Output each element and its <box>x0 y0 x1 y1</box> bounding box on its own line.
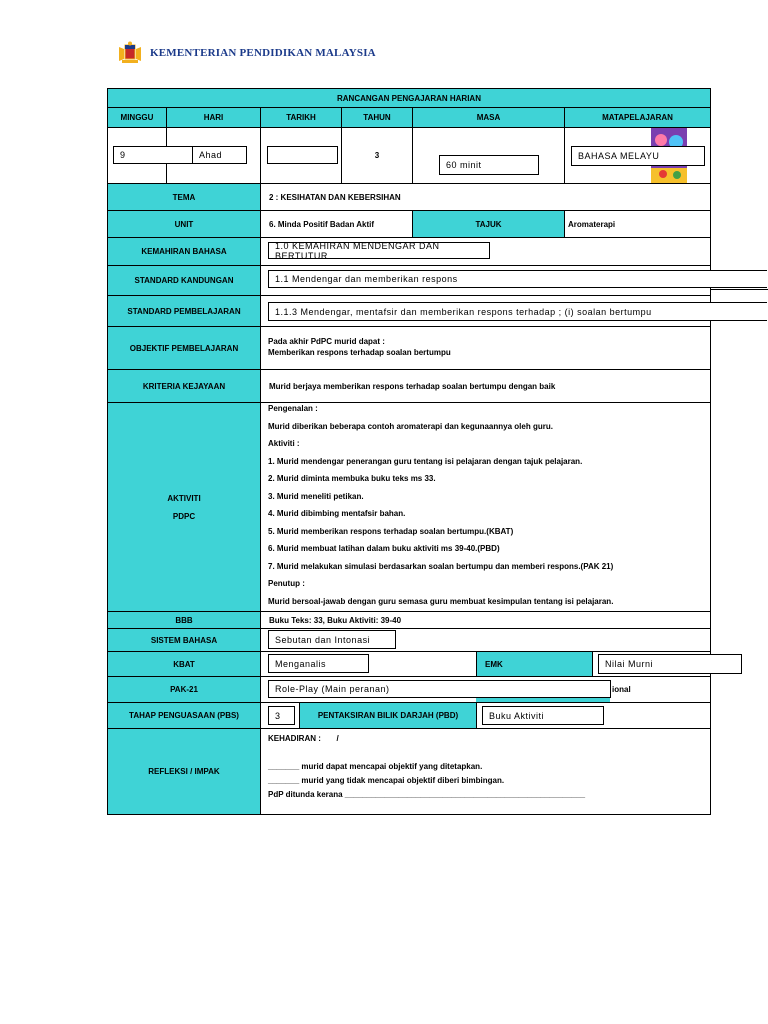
col-hari: HARI <box>166 107 261 128</box>
objektif-line-2: Memberikan respons terhadap soalan bertumpu <box>268 348 451 357</box>
objektif-label: OBJEKTIF PEMBELAJARAN <box>107 326 261 370</box>
sk-overflow-line <box>711 289 768 290</box>
sistem-label: SISTEM BAHASA <box>107 628 261 652</box>
col-masa: MASA <box>412 107 565 128</box>
minggu-field[interactable]: 9 <box>113 146 193 164</box>
kbat-field[interactable]: Menganalis <box>268 654 369 673</box>
pak-label: PAK-21 <box>107 676 261 703</box>
pak-field[interactable]: Role-Play (Main peranan) <box>268 680 611 698</box>
refleksi-line-1: _______ murid dapat mencapai objektif yang ditetapkan. <box>268 762 483 771</box>
aktiviti-line: 3. Murid meneliti petikan. <box>268 491 364 501</box>
hari-field[interactable]: Ahad <box>192 146 247 164</box>
refleksi-label: REFLEKSI / IMPAK <box>107 728 261 815</box>
tahun-value: 3 <box>374 150 380 160</box>
aktiviti-line: 5. Murid memberikan respons terhadap soalan bertumpu.(KBAT) <box>268 526 514 536</box>
col-matapelajaran: MATAPELAJARAN <box>564 107 711 128</box>
kbat-label: KBAT <box>107 651 261 677</box>
refleksi-line-2: _______ murid yang tidak mencapai objektif diberi bimbingan. <box>268 776 505 785</box>
aktiviti-line: 1. Murid mendengar penerangan guru tentang isi pelajaran dengan tajuk pelajaran. <box>268 456 583 466</box>
tahap-label: TAHAP PENGUASAAN (PBS) <box>107 702 261 729</box>
bbb-label: BBB <box>107 611 261 629</box>
tema-value: 2 : KESIHATAN DAN KEBERSIHAN <box>260 183 711 211</box>
pbd-field[interactable]: Buku Aktiviti <box>482 706 604 725</box>
sistem-field[interactable]: Sebutan dan Intonasi <box>268 630 396 649</box>
col-tarikh: TARIKH <box>260 107 342 128</box>
kehadiran-text: KEHADIRAN : / <box>268 734 339 743</box>
matapelajaran-field[interactable]: BAHASA MELAYU <box>571 146 705 166</box>
aktiviti-line: Murid diberikan beberapa contoh aromaterapi dan kegunaannya oleh guru. <box>268 421 553 431</box>
kemahiran-label: KEMAHIRAN BAHASA <box>107 237 261 266</box>
aktiviti-line: 6. Murid membuat latihan dalam buku aktiviti ms 39-40.(PBD) <box>268 544 500 553</box>
unit-value: 6. Minda Positif Badan Aktif <box>260 210 413 238</box>
tajuk-label: TAJUK <box>412 210 565 238</box>
refleksi-line-3: PdP ditunda kerana ______________________________________________________ <box>268 790 586 799</box>
ministry-name: KEMENTERIAN PENDIDIKAN MALAYSIA <box>150 47 376 59</box>
objektif-line-1: Pada akhir PdPC murid dapat : <box>268 337 385 346</box>
col-tahun: TAHUN <box>341 107 413 128</box>
unit-label: UNIT <box>107 210 261 238</box>
aktiviti-line: 4. Murid dibimbing mentafsir bahan. <box>268 509 406 518</box>
malaysia-crest-icon <box>116 41 144 65</box>
emk-field[interactable]: Nilai Murni <box>598 654 742 674</box>
ministry-header <box>116 40 376 66</box>
kriteria-label: KRITERIA KEJAYAAN <box>107 369 261 403</box>
aktiviti-line: Aktiviti : <box>268 439 300 448</box>
tahap-field[interactable]: 3 <box>268 706 295 725</box>
tema-label: TEMA <box>107 183 261 211</box>
pak-overflow-text: ional <box>612 685 631 694</box>
aktiviti-list <box>268 404 708 614</box>
kriteria-value: Murid berjaya memberikan respons terhadap soalan bertumpu dengan baik <box>260 369 711 403</box>
kemahiran-field[interactable]: 1.0 KEMAHIRAN MENDENGAR DAN BERTUTUR <box>268 242 490 259</box>
tajuk-value: Aromaterapi <box>564 210 711 238</box>
pbd-label: PENTAKSIRAN BILIK DARJAH (PBD) <box>299 702 477 729</box>
bbb-value: Buku Teks: 33, Buku Aktiviti: 39-40 <box>260 611 711 629</box>
sp-field[interactable]: 1.1.3 Mendengar, mentafsir dan memberikan respons terhadap ; (i) soalan bertumpu <box>268 302 767 321</box>
emk-label: EMK <box>476 651 593 677</box>
masa-field[interactable]: 60 minit <box>439 155 539 175</box>
aktiviti-label-cell <box>107 402 261 612</box>
col-minggu: MINGGU <box>107 107 167 128</box>
aktiviti-line: Murid bersoal-jawab dengan guru semasa guru membuat kesimpulan tentang isi pelajaran. <box>268 596 614 606</box>
aktiviti-line: Pengenalan : <box>268 404 318 413</box>
sp-label: STANDARD PEMBELAJARAN <box>107 295 261 327</box>
aktiviti-line: 7. Murid melakukan simulasi berdasarkan soalan bertumpu dan memberi respons.(PAK 21) <box>268 561 614 571</box>
pdpc-label: PDPC <box>172 511 196 521</box>
table-title: RANCANGAN PENGAJARAN HARIAN <box>107 88 711 108</box>
aktiviti-label: AKTIVITI <box>167 493 201 503</box>
aktiviti-line: 2. Murid diminta membuka buku teks ms 33. <box>268 474 436 483</box>
aktiviti-line: Penutup : <box>268 579 305 588</box>
tarikh-field[interactable] <box>267 146 338 164</box>
sk-field[interactable]: 1.1 Mendengar dan memberikan respons <box>268 270 767 288</box>
sk-label: STANDARD KANDUNGAN <box>107 265 261 296</box>
